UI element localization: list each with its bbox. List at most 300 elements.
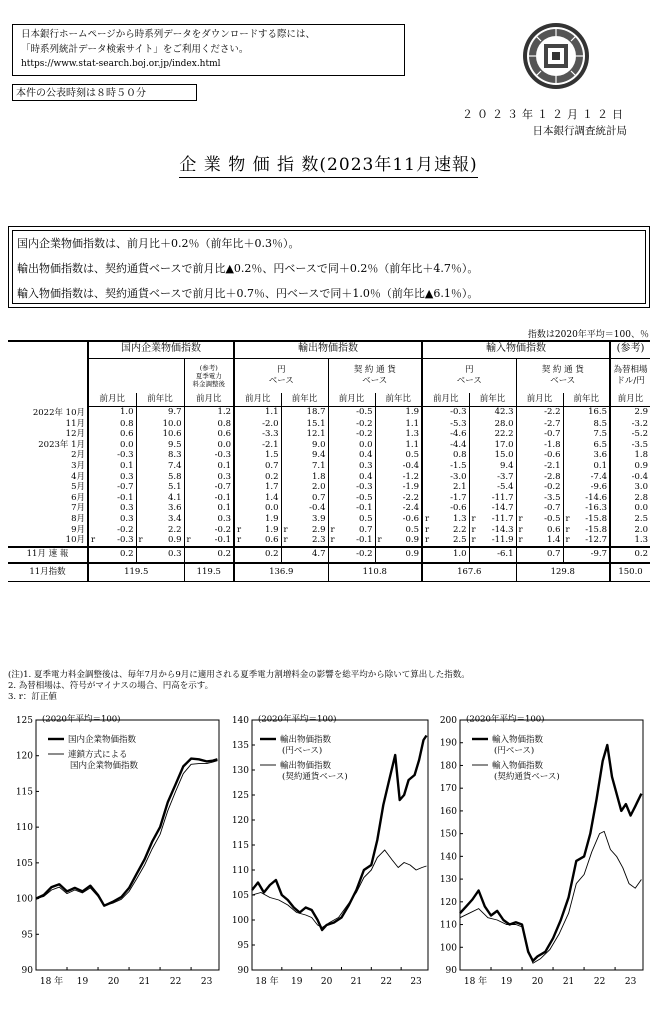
cell-value: -0.7 [214, 482, 232, 493]
y-tick-label: 160 [439, 806, 457, 817]
table-group-header: 輸出物価指数 [234, 341, 422, 358]
legend-label: 輸出物価指数 [280, 735, 332, 745]
cell-value: 8.5 [593, 418, 608, 429]
cell-value: 10.6 [162, 429, 182, 440]
table-cell [422, 429, 469, 440]
table-cell [563, 419, 610, 430]
table-cell [281, 535, 328, 547]
cell-value: 0.6 [265, 535, 279, 546]
table-row [8, 482, 650, 493]
row-label: 4月 [71, 471, 85, 482]
cell-value: 1.3 [405, 429, 420, 440]
cell-value: -3.5 [544, 492, 561, 503]
y-tick-label: 135 [231, 741, 249, 751]
cell-value: 2.5 [453, 535, 467, 546]
x-tick-label: 20 [531, 977, 544, 987]
cell-value: -5.3 [450, 418, 467, 429]
price-index-table [8, 340, 650, 582]
table-cell [422, 419, 469, 430]
cell-value: 0.7 [359, 524, 373, 535]
table-cell [610, 482, 650, 493]
table-cell [516, 493, 563, 504]
table-cell [184, 503, 234, 514]
cell-value: -0.7 [544, 429, 561, 440]
table-cell [88, 514, 136, 525]
table-subheader: 円 ベース [234, 358, 328, 393]
table-cell [234, 419, 281, 430]
cell-value: 5.8 [167, 471, 182, 482]
table-cell [281, 503, 328, 514]
y-tick-label: 120 [439, 897, 457, 908]
y-tick-label: 90 [237, 966, 249, 976]
table-cell: 0.3 [136, 547, 184, 563]
y-tick-label: 180 [439, 761, 457, 772]
table-cell [375, 482, 422, 493]
table-row [8, 419, 650, 430]
row-label: 8月 [71, 513, 85, 524]
cell-value: 4.1 [167, 492, 182, 503]
x-tick-label: 19 [76, 977, 89, 987]
table-column-header: 前月比 [88, 393, 136, 407]
revision-mark: r [471, 513, 476, 524]
table-cell [88, 461, 136, 472]
table-cell [469, 535, 516, 547]
table-cell [184, 493, 234, 504]
table-subheader [88, 358, 184, 393]
chart-subtitle: (2020年平均＝100) [258, 714, 337, 725]
cell-value: -0.3 [214, 450, 232, 461]
cell-value: -0.7 [117, 482, 134, 493]
cell-value: 2.2 [453, 524, 467, 535]
table-cell [88, 525, 136, 536]
table-cell [234, 535, 281, 547]
table-row [8, 525, 650, 536]
row-label: 11月 [65, 418, 85, 429]
summary-export: 輸出物価指数は、契約通貨ベースで前月比▲0.2％、円ベースで同＋0.2％（前年比＋4.7％）。 [17, 262, 479, 275]
table-cell [328, 514, 375, 525]
cell-value: 17.0 [494, 439, 514, 450]
table-cell [469, 450, 516, 461]
table-row [8, 514, 650, 525]
row-label: 2023年 1月 [38, 439, 85, 450]
y-tick-label: 130 [439, 875, 457, 886]
revision-mark: r [518, 513, 523, 524]
table-cell [563, 493, 610, 504]
cell-value: -1.5 [450, 460, 467, 471]
cell-value: -3.3 [262, 429, 279, 440]
x-tick-label: 22 [593, 977, 606, 987]
table-column-header: 前年比 [375, 393, 422, 407]
row-label: 3月 [71, 460, 85, 471]
x-tick-label: 22 [169, 977, 182, 987]
y-tick-label: 150 [439, 829, 457, 840]
table-column-header: 前月比 [328, 393, 375, 407]
row-label: 6月 [71, 492, 85, 503]
table-cell [375, 440, 422, 451]
table-cell [422, 406, 469, 419]
x-tick-label: 21 [138, 977, 151, 987]
table-cell [88, 472, 136, 483]
cell-value: -0.5 [356, 492, 373, 503]
series-line-1 [36, 761, 217, 906]
table-cell [184, 482, 234, 493]
legend-label: 輸入物価指数 [492, 761, 544, 771]
table-cell [88, 406, 136, 419]
table-cell [375, 450, 422, 461]
cell-value: -14.6 [585, 492, 608, 503]
cell-value: 0.1 [119, 460, 134, 471]
index-value: 119.5 [88, 563, 184, 582]
table-cell [184, 429, 234, 440]
legend-label: (円ベース) [494, 746, 535, 756]
y-tick-label: 100 [231, 916, 249, 926]
row-label: 7月 [71, 503, 85, 514]
table-column-header: 前年比 [563, 393, 610, 407]
legend-label: 輸出物価指数 [280, 761, 332, 771]
revision-mark: r [518, 524, 523, 535]
row-label: 2月 [71, 450, 85, 461]
cell-value: -16.3 [585, 503, 608, 514]
x-tick-label: 22 [380, 977, 392, 987]
table-row [8, 450, 650, 461]
table-group-header: 国内企業物価指数 [88, 341, 234, 358]
table-cell [422, 503, 469, 514]
cell-value: -2.1 [262, 439, 279, 450]
cell-value: -0.6 [544, 450, 561, 461]
cell-value: -5.4 [497, 482, 514, 493]
cell-value: 3.9 [312, 513, 326, 524]
cell-value: 0.8 [453, 450, 467, 461]
table-cell: 0.9 [375, 547, 422, 563]
cell-value: 22.2 [494, 429, 514, 440]
y-tick-label: 120 [231, 816, 249, 826]
table-cell [281, 472, 328, 483]
table-cell [136, 450, 184, 461]
index-value: 136.9 [234, 563, 328, 582]
table-cell: 0.7 [516, 547, 563, 563]
table-cell [516, 472, 563, 483]
table-cell [610, 440, 650, 451]
table-cell: 0.2 [184, 547, 234, 563]
revision-mark: r [471, 535, 476, 546]
revision-mark: r [330, 524, 335, 535]
cell-value: -0.1 [214, 535, 232, 546]
cell-value: 1.7 [265, 482, 279, 493]
cell-value: 0.7 [265, 460, 279, 471]
table-cell [469, 406, 516, 419]
plot-frame [252, 720, 428, 970]
table-cell [281, 450, 328, 461]
cell-value: 2.3 [312, 535, 326, 546]
cell-value: 9.4 [500, 460, 514, 471]
table-cell [281, 419, 328, 430]
cell-value: 1.3 [634, 535, 649, 546]
table-column-header: 前年比 [136, 393, 184, 407]
summary-domestic: 国内企業物価指数は、前月比＋0.2％（前年比＋0.3％）。 [17, 237, 300, 250]
cell-value: 1.9 [265, 524, 279, 535]
table-cell [375, 493, 422, 504]
table-cell [375, 535, 422, 547]
x-tick-label: 21 [350, 977, 363, 987]
unit-note: 指数は2020年平均＝100、％ [527, 330, 649, 340]
index-value: 119.5 [184, 563, 234, 582]
table-cell [516, 503, 563, 514]
index-value: 167.6 [422, 563, 516, 582]
row-label: 5月 [71, 482, 85, 493]
table-cell [422, 440, 469, 451]
revision-mark: r [330, 535, 335, 546]
x-tick-label: 19 [500, 977, 513, 987]
cell-value: 0.3 [119, 471, 134, 482]
table-group-header: 輸入物価指数 [422, 341, 610, 358]
table-cell [563, 472, 610, 483]
footnote: 3. r：訂正値 [8, 692, 57, 702]
table-cell [328, 525, 375, 536]
cell-value: -1.2 [402, 471, 420, 482]
cell-value: -15.8 [585, 513, 608, 524]
cell-value: -4.4 [450, 439, 467, 450]
y-tick-label: 90 [21, 966, 33, 976]
cell-value: 1.8 [312, 471, 326, 482]
table-cell [610, 503, 650, 514]
table-cell: -9.7 [563, 547, 610, 563]
cell-value: -1.9 [402, 482, 420, 493]
y-tick-label: 140 [231, 716, 249, 726]
notice-url[interactable]: https://www.stat-search.boj.or.jp/index.html [21, 59, 221, 69]
table-cell [184, 450, 234, 461]
release-date: ２０２３年１２月１２日 [462, 108, 627, 121]
cell-value: 0.9 [167, 535, 182, 546]
x-tick-label: 21 [562, 977, 575, 987]
table-cell [469, 461, 516, 472]
cell-value: -0.1 [356, 535, 373, 546]
table-row [8, 406, 650, 419]
table-cell [328, 406, 375, 419]
revision-mark: r [283, 524, 288, 535]
table-cell [469, 525, 516, 536]
cell-value: 2.2 [167, 524, 182, 535]
table-cell [516, 406, 563, 419]
table-cell [563, 535, 610, 547]
y-tick-label: 100 [439, 943, 457, 954]
cell-value: 0.4 [359, 450, 373, 461]
y-tick-label: 120 [15, 751, 33, 762]
table-cell [422, 525, 469, 536]
revision-mark: r [186, 535, 191, 546]
table-cell [516, 461, 563, 472]
table-cell [281, 406, 328, 419]
table-cell [610, 406, 650, 419]
page-title [0, 150, 657, 175]
table-cell [375, 461, 422, 472]
cell-value: -1.8 [544, 439, 561, 450]
table-cell [88, 440, 136, 451]
table-cell [375, 419, 422, 430]
revision-mark: r [91, 535, 96, 546]
table-cell [184, 419, 234, 430]
table-cell [88, 450, 136, 461]
table-cell [136, 461, 184, 472]
prelim-row [8, 547, 650, 563]
cell-value: -0.2 [356, 429, 373, 440]
cell-value: 0.5 [359, 513, 373, 524]
cell-value: 6.5 [593, 439, 608, 450]
chart-subtitle: (2020年平均＝100) [42, 714, 121, 725]
table-cell [469, 419, 516, 430]
x-tick-label: 20 [107, 977, 120, 987]
table-cell: 0.2 [88, 547, 136, 563]
y-tick-label: 125 [231, 791, 249, 801]
table-column-header: 前年比 [469, 393, 516, 407]
table-cell [610, 514, 650, 525]
table-cell [610, 461, 650, 472]
table-cell [328, 472, 375, 483]
table-cell [422, 472, 469, 483]
table-cell [469, 482, 516, 493]
table-cell [563, 514, 610, 525]
cell-value: 0.5 [405, 450, 420, 461]
table-subheader: 為替相場 ドル/円 [610, 358, 650, 393]
cell-value: -0.3 [356, 482, 373, 493]
y-tick-label: 140 [439, 852, 457, 863]
legend-label: (契約通貨ベース) [494, 772, 560, 782]
table-cell [375, 406, 422, 419]
legend-label: 国内企業物価指数 [68, 735, 137, 745]
table-cell [88, 503, 136, 514]
table-cell [610, 493, 650, 504]
cell-value: 1.4 [547, 535, 561, 546]
table-cell [281, 429, 328, 440]
table-cell [234, 472, 281, 483]
table-cell [281, 461, 328, 472]
cell-value: -0.4 [402, 460, 420, 471]
revision-mark: r [425, 535, 430, 546]
y-tick-label: 110 [439, 920, 457, 931]
cell-value: 2.0 [634, 524, 649, 535]
y-tick-label: 115 [231, 841, 249, 851]
cell-value: -2.7 [544, 418, 561, 429]
cell-value: -11.7 [491, 492, 514, 503]
import-index-chart [428, 712, 657, 1012]
cell-value: 9.4 [312, 450, 326, 461]
cell-value: -2.0 [262, 418, 279, 429]
cell-value: -15.8 [585, 524, 608, 535]
cell-value: -3.7 [497, 471, 514, 482]
table-row [8, 472, 650, 483]
cell-value: 1.3 [453, 513, 467, 524]
cell-value: 0.3 [217, 471, 232, 482]
table-cell [136, 503, 184, 514]
table-cell [136, 440, 184, 451]
table-cell [469, 493, 516, 504]
table-cell [563, 461, 610, 472]
table-cell [422, 450, 469, 461]
cell-value: 3.6 [167, 503, 182, 514]
table-cell [328, 535, 375, 547]
table-cell [281, 525, 328, 536]
cell-value: 0.3 [119, 513, 134, 524]
table-cell [136, 419, 184, 430]
cell-value: -7.4 [590, 471, 608, 482]
cell-value: 1.5 [265, 450, 279, 461]
cell-value: 42.3 [494, 407, 514, 418]
cell-value: 15.1 [306, 418, 326, 429]
cell-value: 0.0 [217, 439, 232, 450]
x-tick-label: 23 [410, 977, 422, 987]
table-cell [563, 525, 610, 536]
table-cell [469, 440, 516, 451]
export-index-chart [222, 712, 434, 1012]
table-cell [88, 482, 136, 493]
cell-value: 0.9 [405, 535, 420, 546]
cell-value: -0.6 [450, 503, 467, 514]
cell-value: 9.5 [167, 439, 182, 450]
cell-value: -2.2 [544, 407, 561, 418]
cell-value: 1.9 [405, 407, 420, 418]
table-cell [422, 514, 469, 525]
table-cell [328, 493, 375, 504]
cell-value: 9.0 [312, 439, 326, 450]
boj-seal-icon [522, 22, 590, 90]
revision-mark: r [283, 535, 288, 546]
cell-value: -9.6 [590, 482, 608, 493]
cell-value: 1.1 [405, 418, 420, 429]
cell-value: 28.0 [494, 418, 514, 429]
row-label: 10月 [65, 535, 85, 546]
table-cell [234, 493, 281, 504]
y-tick-label: 105 [15, 858, 33, 869]
cell-value: -0.7 [544, 503, 561, 514]
cell-value: -0.3 [450, 407, 467, 418]
cell-value: 3.0 [634, 482, 649, 493]
table-cell [516, 535, 563, 547]
cell-value: 0.9 [634, 460, 649, 471]
notice-line: 日本銀行ホームページから時系列データをダウンロードする際には、 [21, 29, 316, 40]
cell-value: 0.6 [119, 429, 134, 440]
footnote: (注)1. 夏季電力料金調整後は、毎年7月から9月に適用される夏季電力割増料金の影響を総平均から除いて算出した指数。 [8, 670, 470, 680]
index-row [8, 563, 650, 582]
cell-value: -0.5 [544, 513, 561, 524]
x-tick-label: 23 [200, 977, 213, 987]
table-subheader: 契 約 通 貨 ベース [328, 358, 422, 393]
table-cell [328, 440, 375, 451]
table-cell [136, 535, 184, 547]
table-cell [375, 472, 422, 483]
table-column-header: 前月比 [610, 393, 650, 407]
table-cell [422, 535, 469, 547]
table-cell [184, 525, 234, 536]
cell-value: -0.2 [214, 524, 232, 535]
footnote: 2. 為替相場は、符号がマイナスの場合、円高を示す。 [8, 681, 214, 691]
table-cell [328, 482, 375, 493]
notice-line: 「時系列統計データ検索サイト」をご利用ください。 [21, 44, 249, 55]
x-tick-label: 18 年 [39, 977, 64, 987]
summary-box [8, 226, 650, 308]
cell-value: 0.4 [359, 471, 373, 482]
revision-mark: r [565, 524, 570, 535]
cell-value: 0.5 [405, 524, 420, 535]
y-tick-label: 110 [231, 866, 249, 876]
cell-value: 1.1 [405, 439, 420, 450]
y-tick-label: 130 [231, 766, 249, 776]
table-group-header: (参考) [610, 341, 650, 358]
index-value: 110.8 [328, 563, 422, 582]
table-cell [610, 535, 650, 547]
cell-value: -11.9 [491, 535, 514, 546]
table-cell [469, 429, 516, 440]
table-cell [563, 450, 610, 461]
cell-value: -0.1 [214, 492, 232, 503]
